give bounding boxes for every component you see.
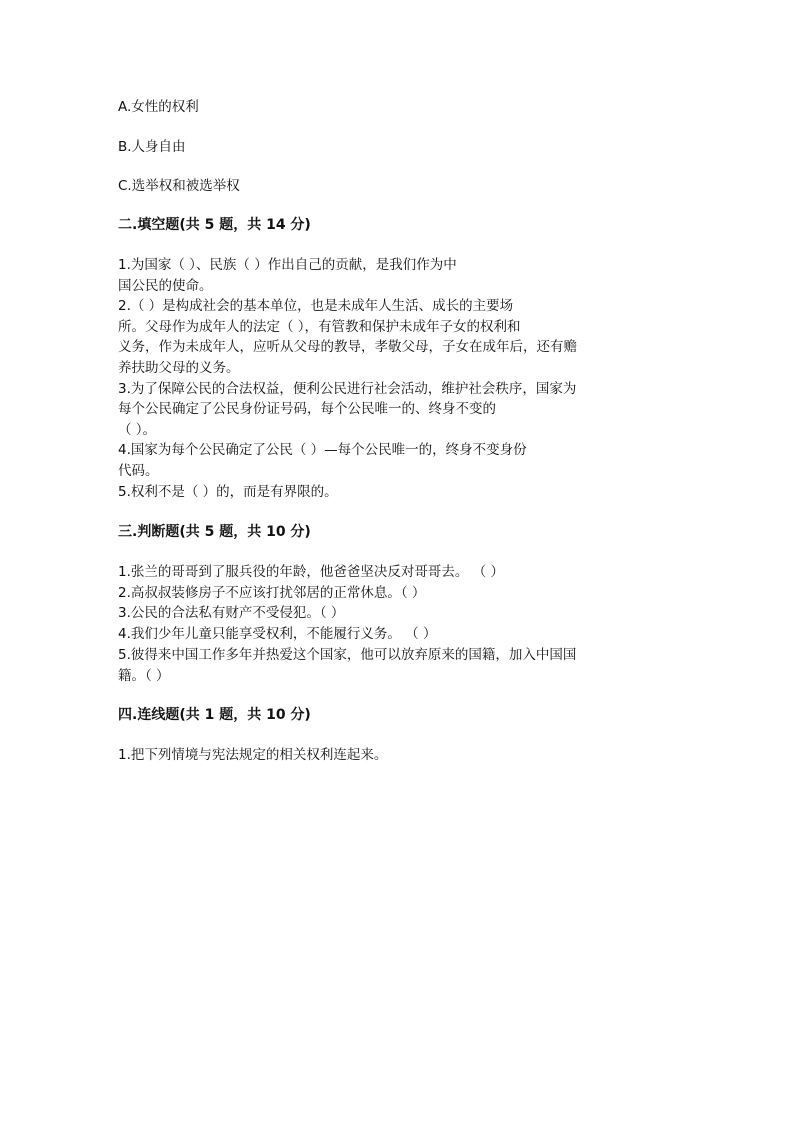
question-line: （ ）。	[118, 421, 157, 438]
option-a: A.女性的权利	[118, 99, 199, 115]
question-line: 国公民的使命。	[118, 277, 213, 294]
section-heading-fill-blank: 二.填空题(共 5 题，共 14 分)	[118, 217, 311, 233]
section-heading-true-false: 三.判断题(共 5 题，共 10 分)	[118, 524, 311, 540]
question-line: 籍。（ ）	[118, 667, 170, 684]
question-line: 养扶助父母的义务。	[118, 359, 240, 376]
question-line: 1.张兰的哥哥到了服兵役的年龄，他爸爸坚决反对哥哥去。 （ ）	[118, 564, 504, 580]
question-line: 每个公民确定了公民身份证号码，每个公民唯一的、终身不变的	[118, 401, 496, 418]
true-false-questions	[118, 562, 678, 686]
question-line: 2.（ ）是构成社会的基本单位，也是未成年人生活、成长的主要场	[118, 298, 514, 315]
option-c: C.选举权和被选举权	[118, 178, 240, 194]
question-line: 义务，作为未成年人，应听从父母的教导，孝敬父母，子女在成年后，还有赡	[118, 339, 577, 356]
question-line: 1.把下列情境与宪法规定的相关权利连起来。	[118, 747, 388, 763]
option-b: B.人身自由	[118, 139, 186, 155]
question-line: 3.公民的合法私有财产不受侵犯。（ ）	[118, 605, 345, 622]
question-line: 1.为国家（ ）、民族（ ）作出自己的贡献，是我们作为中	[118, 257, 457, 273]
fill-blank-questions	[118, 255, 678, 502]
question-line: 代码。	[118, 462, 159, 479]
question-line: 3.为了保障公民的合法权益，便利公民进行社会活动，维护社会秩序，国家为	[118, 380, 577, 397]
question-line: 5.权利不是（ ）的，而是有界限的。	[118, 483, 338, 500]
section-heading-matching: 四.连线题(共 1 题，共 10 分)	[118, 707, 311, 723]
question-line: 4.国家为每个公民确定了公民（ ）—每个公民唯一的，终身不变身份	[118, 442, 527, 459]
question-line: 5.彼得来中国工作多年并热爱这个国家，他可以放弃原来的国籍，加入中国国	[118, 646, 577, 663]
matching-questions	[118, 745, 678, 766]
question-line: 2.高叔叔装修房子不应该打扰邻居的正常休息。（ ）	[118, 584, 426, 601]
question-line: 所。父母作为成年人的法定（ ），有管教和保护未成年子女的权利和	[118, 318, 521, 335]
question-line: 4.我们少年儿童只能享受权利，不能履行义务。 （ ）	[118, 626, 437, 643]
